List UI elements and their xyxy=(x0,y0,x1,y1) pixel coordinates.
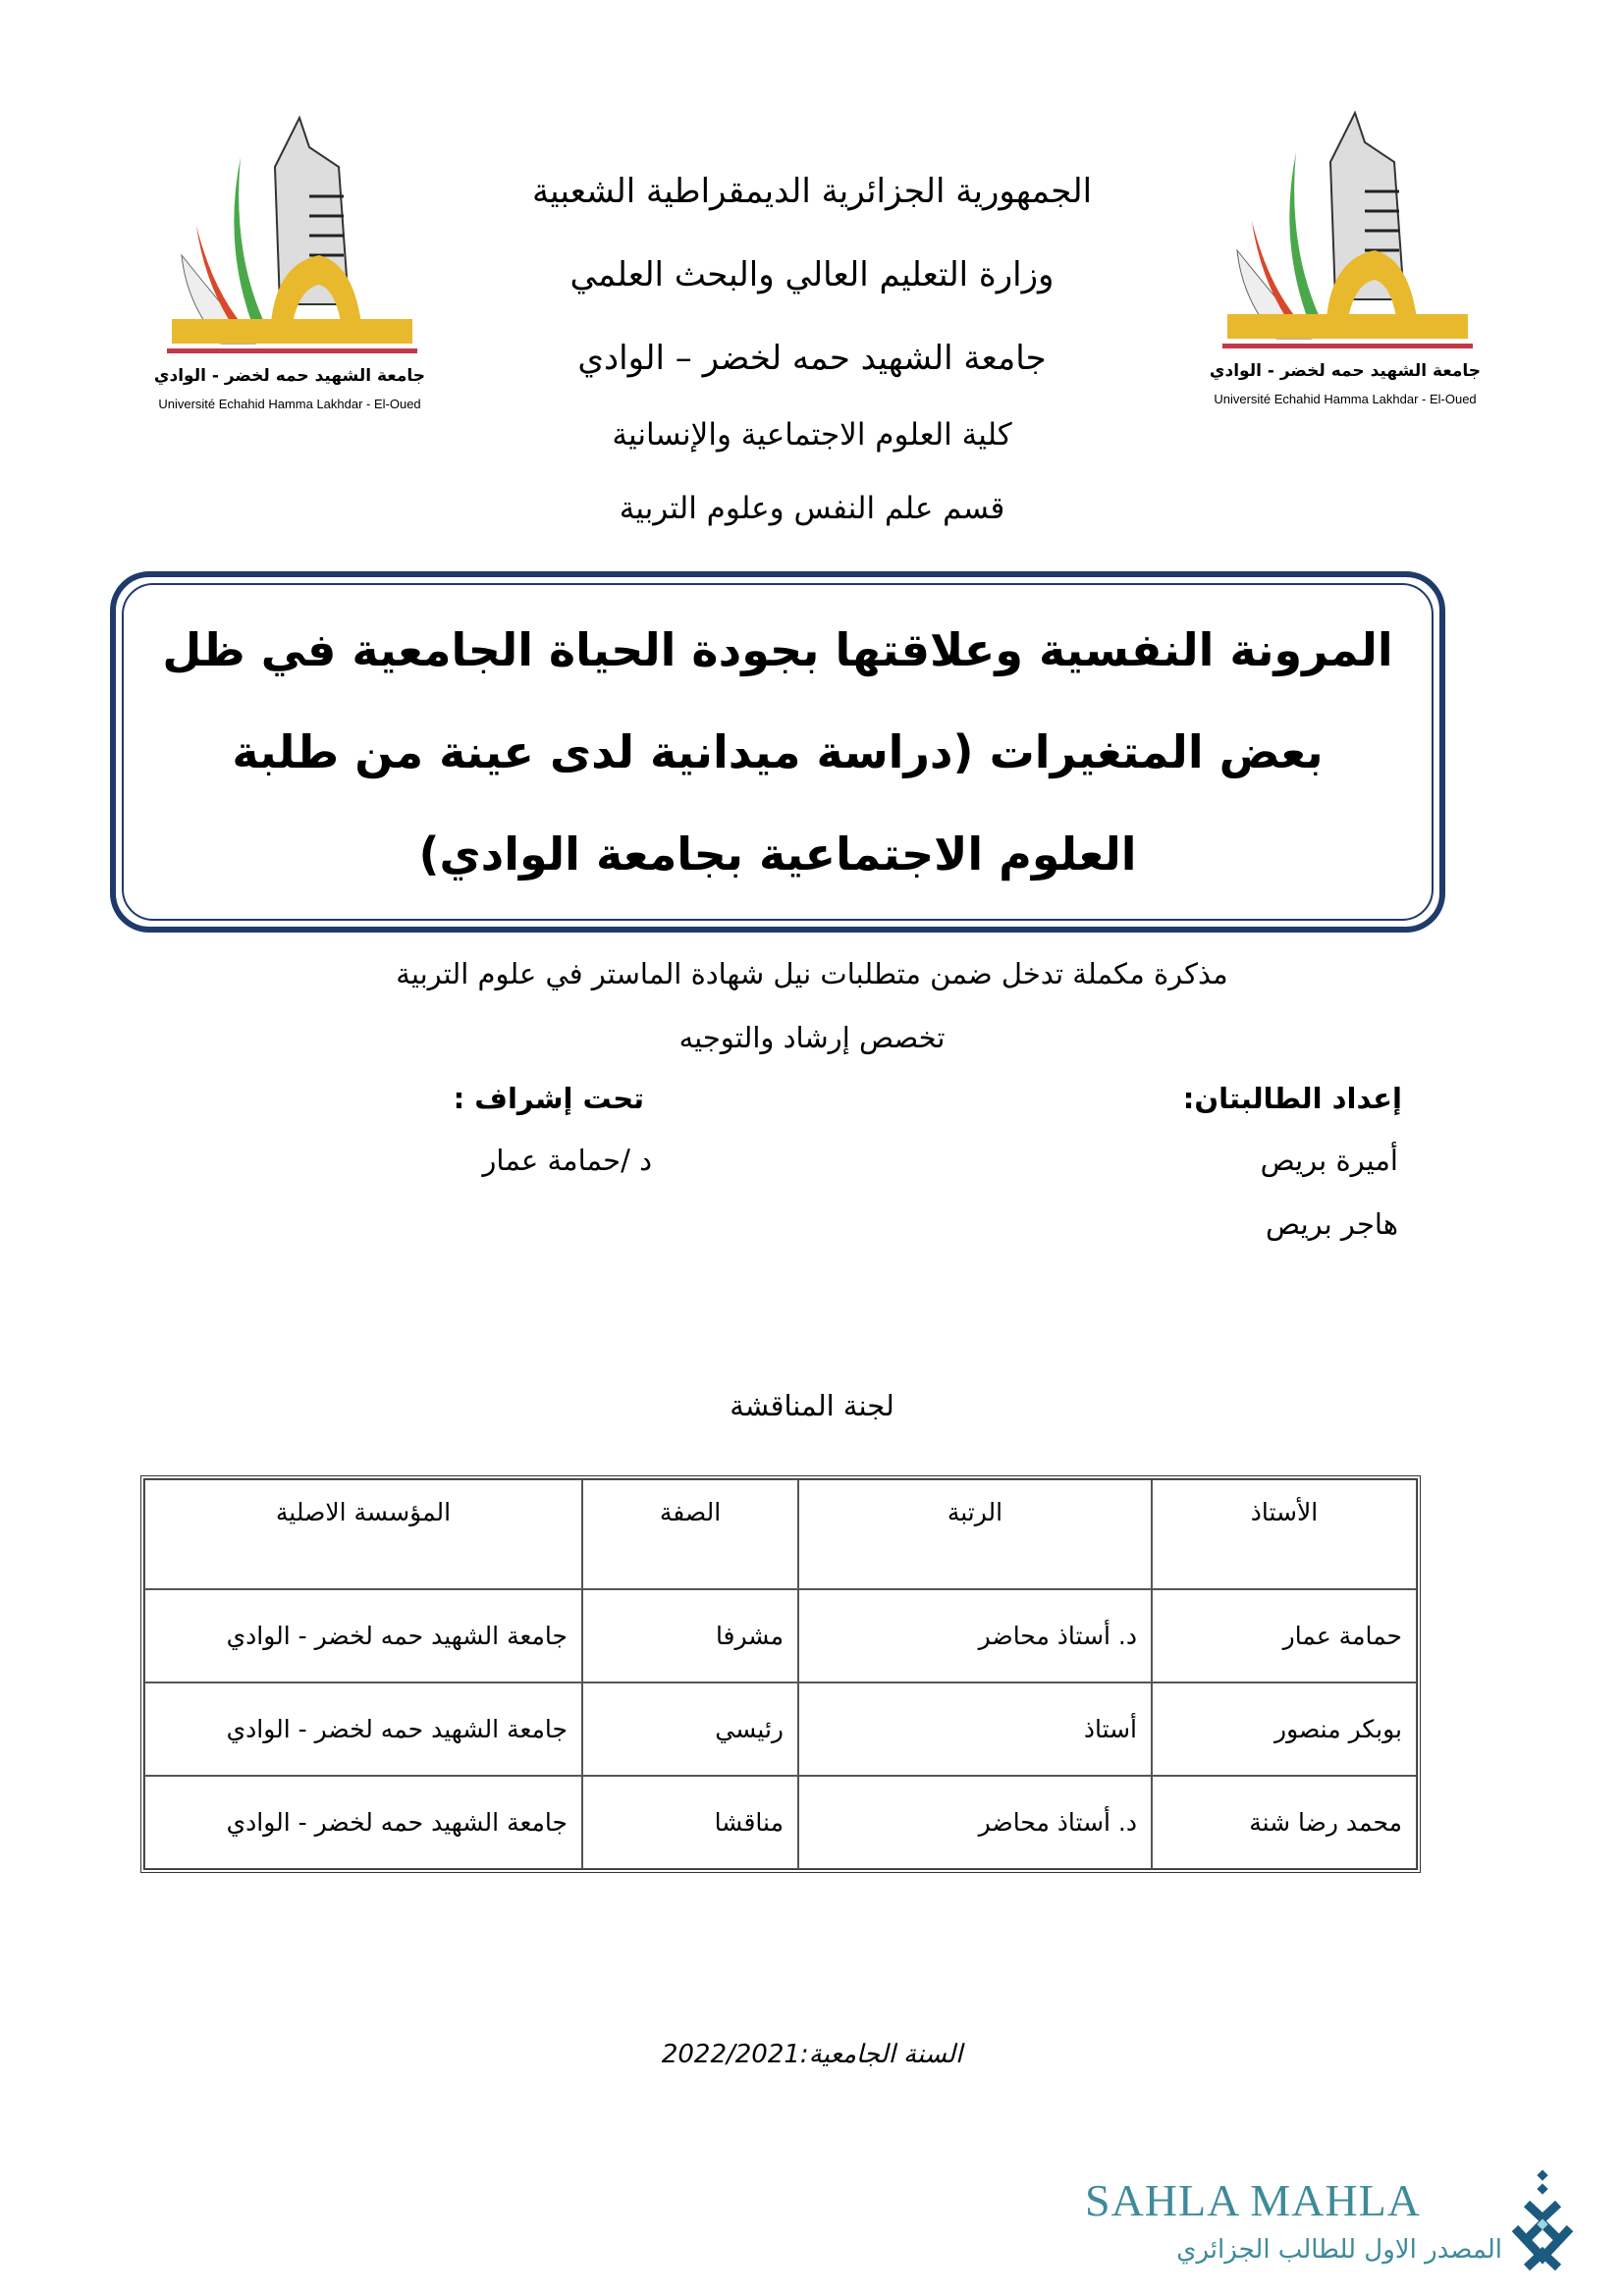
committee-heading: لجنة المناقشة xyxy=(730,1389,894,1422)
table-row xyxy=(144,1589,1417,1682)
thesis-subtitle: مذكرة مكملة تدخل ضمن متطلبات نيل شهادة الماستر في علوم التربية xyxy=(396,957,1228,990)
logo-caption-fr: Université Echahid Hamma Lakhdar - El-Oued xyxy=(158,397,421,411)
watermark-tagline: المصدر الاول للطالب الجزائري xyxy=(1176,2235,1502,2265)
header-country: الجمهورية الجزائرية الديمقراطية الشعبية xyxy=(531,172,1093,211)
specialization: تخصص إرشاد والتوجيه xyxy=(678,1021,946,1054)
table-row xyxy=(144,1776,1417,1869)
watermark-brand: SAHLA MAHLA xyxy=(1085,2175,1421,2225)
thesis-title-box xyxy=(110,571,1445,933)
cell-professor: بوبكر منصور xyxy=(1152,1682,1417,1776)
cell-institution: جامعة الشهيد حمه لخضر - الوادي xyxy=(144,1776,582,1869)
committee-table xyxy=(140,1475,1421,1873)
student-name: هاجر بريص xyxy=(1266,1207,1398,1241)
cell-professor: محمد رضا شنة xyxy=(1152,1776,1417,1869)
cell-institution: جامعة الشهيد حمه لخضر - الوادي xyxy=(144,1682,582,1776)
header-ministry: وزارة التعليم العالي والبحث العلمي xyxy=(569,255,1055,294)
thesis-title-line: المرونة النفسية وعلاقتها بجودة الحياة الجامعية في ظل xyxy=(162,623,1393,676)
supervisor-label: تحت إشراف : xyxy=(453,1082,644,1115)
university-logo-graphic xyxy=(162,108,417,363)
column-header: الأستاذ xyxy=(1152,1479,1417,1589)
supervisor-name: د /حمامة عمار xyxy=(482,1144,652,1177)
calligraphy-logo-icon xyxy=(1507,2169,1586,2277)
column-header: الرتبة xyxy=(798,1479,1152,1589)
header-faculty: كلية العلوم الاجتماعية والإنسانية xyxy=(612,417,1012,453)
cell-role: مشرفا xyxy=(582,1589,798,1682)
thesis-title-line: العلوم الاجتماعية بجامعة الوادي) xyxy=(418,828,1137,881)
table-row xyxy=(144,1682,1417,1776)
cell-rank: د. أستاذ محاضر xyxy=(798,1589,1152,1682)
cell-role: رئيسي xyxy=(582,1682,798,1776)
cell-institution: جامعة الشهيد حمه لخضر - الوادي xyxy=(144,1589,582,1682)
header-university: جامعة الشهيد حمه لخضر – الوادي xyxy=(577,339,1047,378)
students-label: إعداد الطالبتان: xyxy=(1182,1082,1402,1115)
academic-year: السنة الجامعية:2022/2021 xyxy=(661,2040,963,2069)
cell-professor: حمامة عمار xyxy=(1152,1589,1417,1682)
thesis-title-line: بعض المتغيرات (دراسة ميدانية لدى عينة من طلبة xyxy=(232,725,1324,778)
student-name: أميرة بريص xyxy=(1260,1144,1398,1177)
column-header: الصفة xyxy=(582,1479,798,1589)
table-header-row xyxy=(144,1479,1417,1589)
logo-caption-ar: جامعة الشهيد حمه لخضر - الوادي xyxy=(153,366,426,386)
cell-role: مناقشا xyxy=(582,1776,798,1869)
sahla-mahla-watermark xyxy=(1085,2169,1596,2277)
university-logo-graphic xyxy=(1218,103,1473,358)
cell-rank: أستاذ xyxy=(798,1682,1152,1776)
header-department: قسم علم النفس وعلوم التربية xyxy=(619,491,1005,526)
cell-rank: د. أستاذ محاضر xyxy=(798,1776,1152,1869)
logo-caption-ar: جامعة الشهيد حمه لخضر - الوادي xyxy=(1209,361,1482,381)
logo-caption-fr: Université Echahid Hamma Lakhdar - El-Oued xyxy=(1214,392,1477,406)
column-header: المؤسسة الاصلية xyxy=(144,1479,582,1589)
